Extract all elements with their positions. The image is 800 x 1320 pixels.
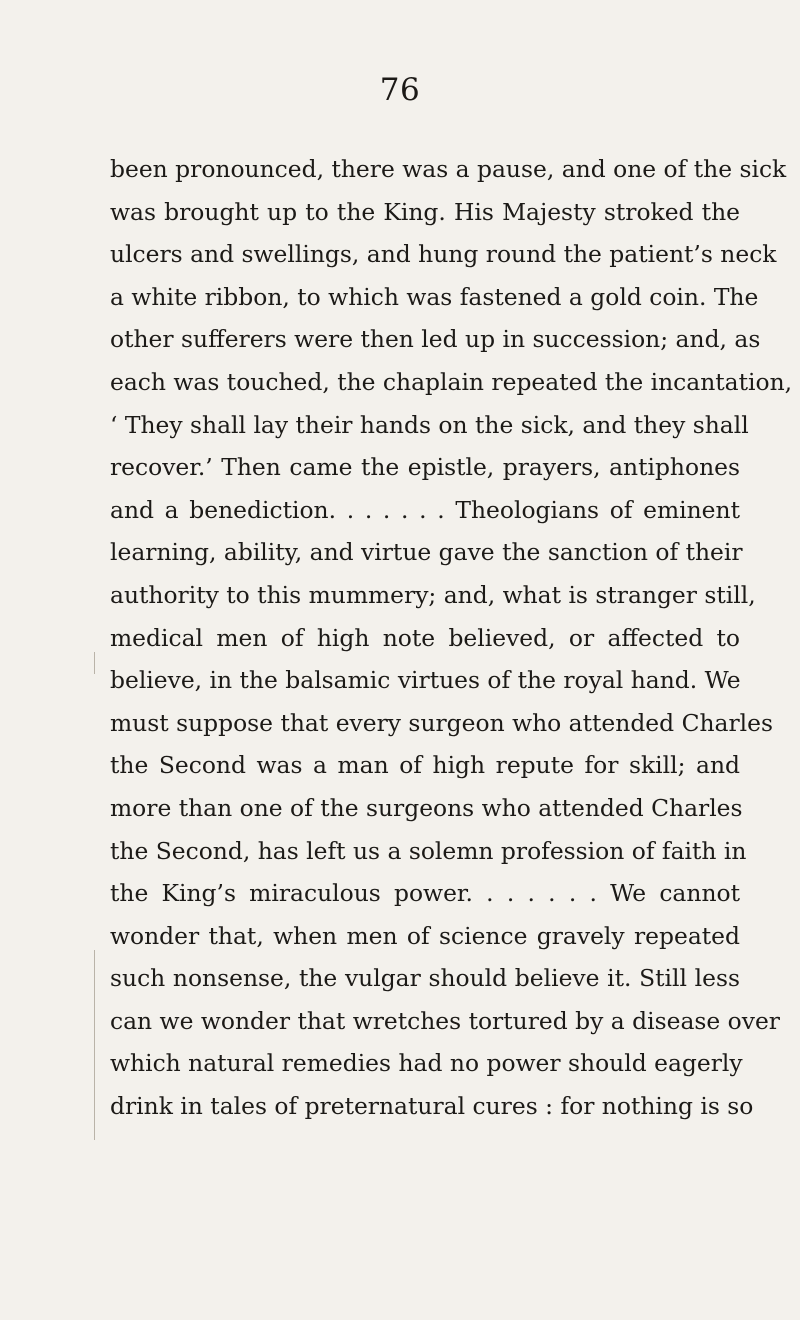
text-line: recover.’ Then came the epistle, prayers, antiphones: [110, 453, 740, 482]
margin-mark: [94, 950, 95, 1140]
text-line: the Second, has left us a solemn profession of faith in: [110, 836, 747, 865]
text-line: drink in tales of preternatural cures : for nothing is so: [110, 1092, 754, 1121]
text-line: and a benediction. . . . . . . Theologians of eminent: [110, 495, 740, 524]
text-line: more than one of the surgeons who attended Charles: [110, 793, 743, 822]
text-line: can we wonder that wretches tortured by a disease over: [110, 1006, 780, 1035]
margin-mark: [94, 652, 95, 674]
text-line: such nonsense, the vulgar should believe it. Still less: [110, 964, 740, 993]
text-line: been pronounced, there was a pause, and one of the sick: [110, 155, 787, 183]
text-line: wonder that, when men of science gravely repeated: [110, 921, 740, 950]
text-line: medical men of high note believed, or affected to: [110, 623, 740, 652]
text-line: other sufferers were then led up in succession; and, as: [110, 325, 761, 354]
text-line: authority to this mummery; and, what is stranger still,: [110, 580, 756, 609]
text-line: which natural remedies had no power should eagerly: [110, 1049, 743, 1078]
body-text: [110, 148, 793, 1128]
text-line: a white ribbon, to which was fastened a gold coin. The: [110, 282, 759, 311]
text-line: believe, in the balsamic virtues of the royal hand. We: [110, 666, 741, 695]
text-line: ‘ They shall lay their hands on the sick, and they shall: [110, 410, 749, 439]
page-number: 76: [379, 72, 421, 108]
text-line: must suppose that every surgeon who attended Charles: [110, 708, 773, 737]
text-line: each was touched, the chaplain repeated the incantation,: [110, 367, 793, 396]
text-line: was brought up to the King. His Majesty stroked the: [110, 197, 740, 226]
text-line: learning, ability, and virtue gave the sanction of their: [110, 538, 743, 567]
text-line: ulcers and swellings, and hung round the patient’s neck: [110, 240, 777, 269]
text-line: the Second was a man of high repute for skill; and: [110, 751, 740, 780]
text-line: the King’s miraculous power. . . . . . . We cannot: [110, 879, 740, 908]
